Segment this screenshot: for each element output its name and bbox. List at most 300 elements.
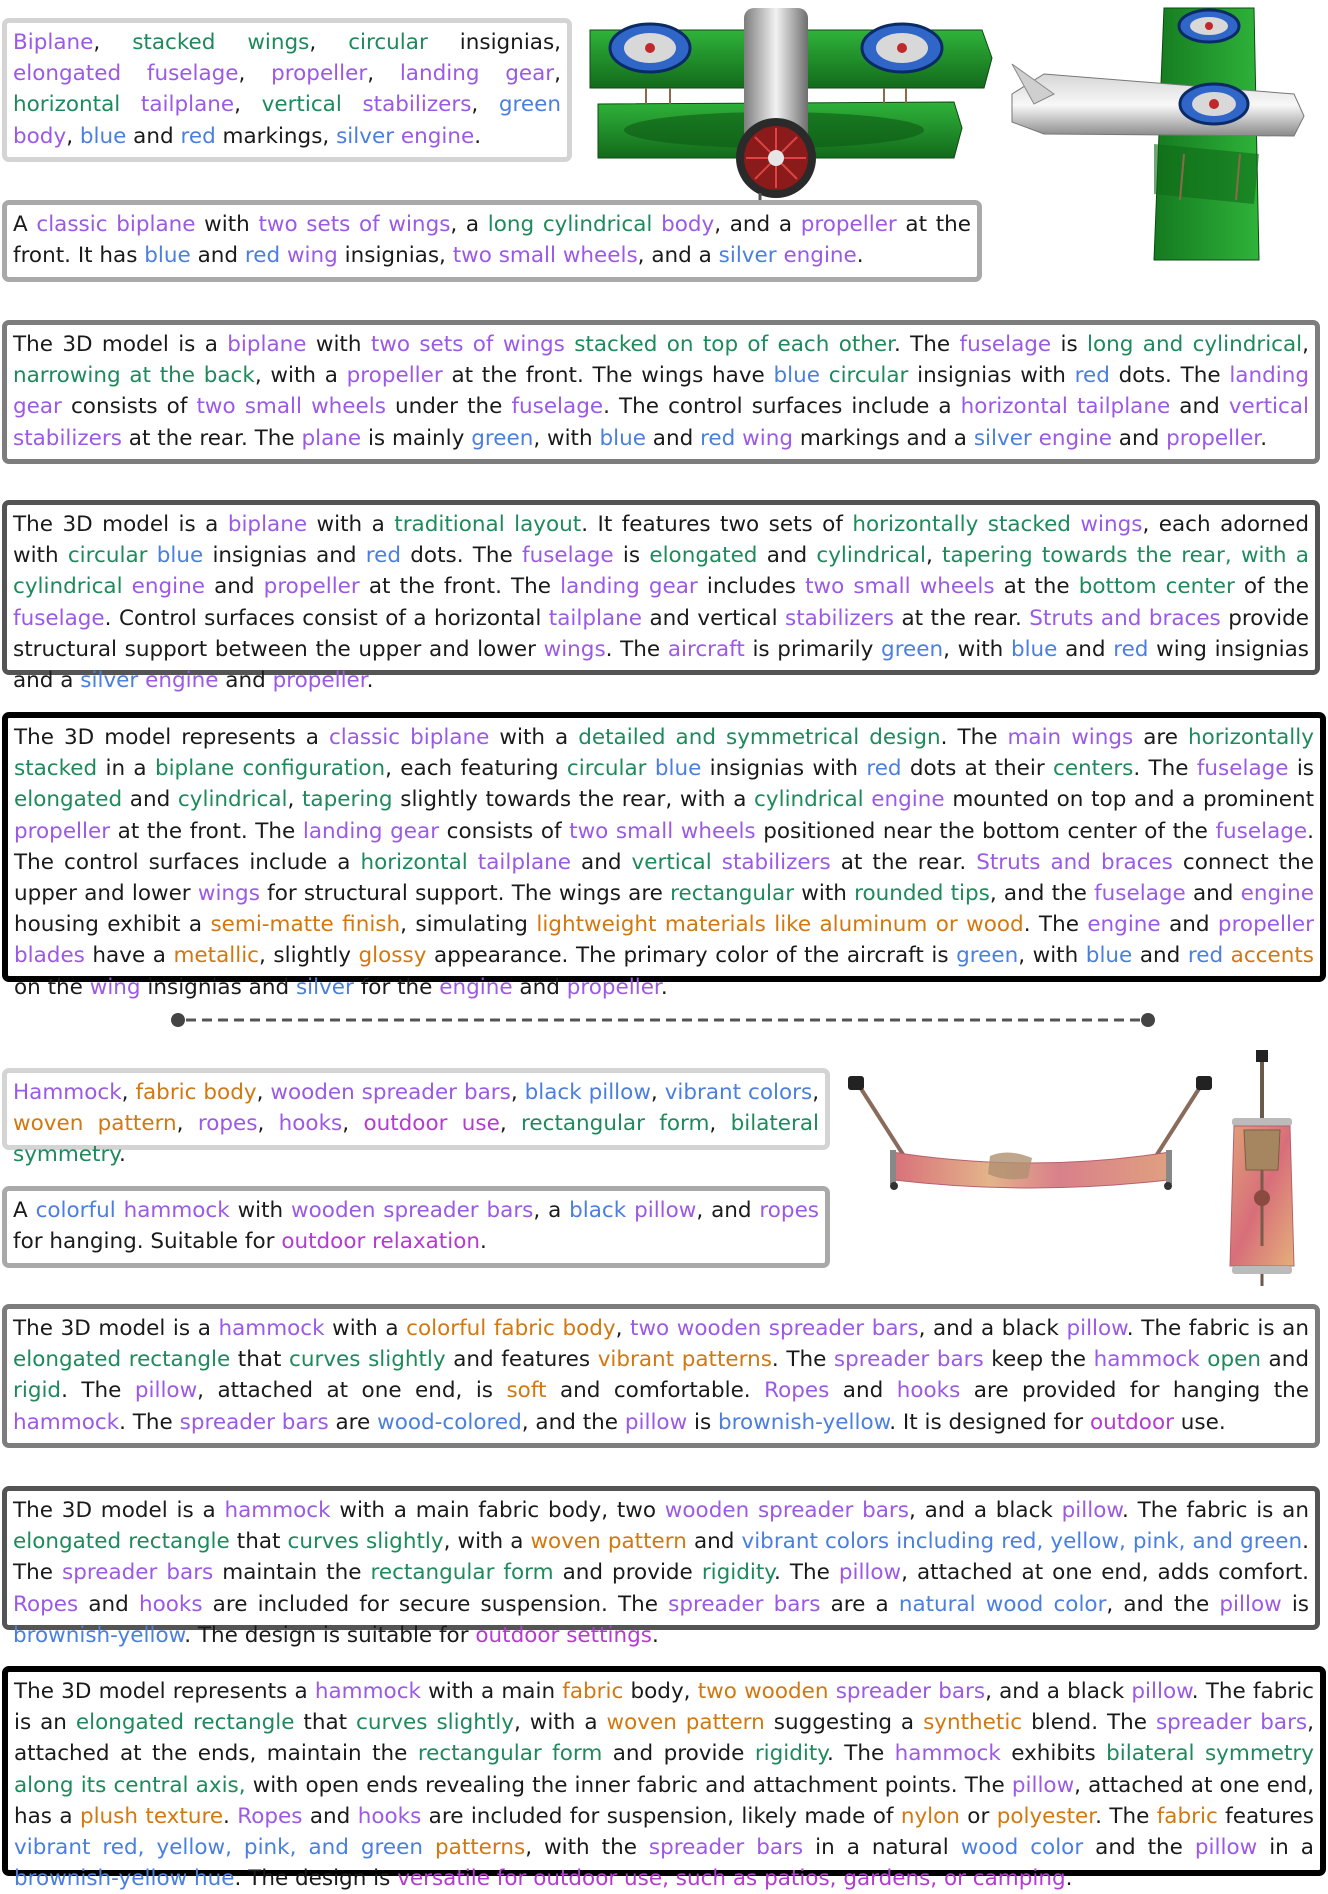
insignia-right xyxy=(862,24,942,72)
highlighted-term: circular xyxy=(67,543,148,569)
caption-text: are included for secure suspension. The xyxy=(202,1591,669,1617)
caption-text: on the xyxy=(14,974,90,1000)
highlighted-term: open xyxy=(1207,1347,1261,1373)
highlighted-term: detailed and symmetrical design xyxy=(578,725,941,750)
highlighted-term: fuselage xyxy=(13,605,105,631)
highlighted-term: spreader bars xyxy=(1155,1710,1308,1736)
hammock-caption-level-4 xyxy=(2,1486,1320,1648)
caption-text: are xyxy=(1133,725,1189,750)
highlighted-term: engine xyxy=(783,243,857,269)
caption-text: features xyxy=(1217,1803,1314,1829)
caption-text: , xyxy=(93,30,133,55)
highlighted-term: accents xyxy=(1230,943,1314,969)
highlighted-term: propeller xyxy=(272,668,367,694)
caption-text: The 3D model is a xyxy=(13,1498,225,1523)
hammock-caption-level-2 xyxy=(2,1186,830,1268)
highlighted-term: silver xyxy=(295,974,354,1000)
highlighted-term: vibrant colors including red, yellow, pink, and green xyxy=(741,1529,1303,1555)
highlighted-term: pillow xyxy=(1219,1591,1282,1617)
highlighted-term: green xyxy=(471,425,534,451)
caption-text xyxy=(1032,426,1039,451)
highlighted-term: two sets of wings xyxy=(370,332,565,357)
highlighted-term: elongated rectangle xyxy=(13,1347,231,1373)
caption-text: . The xyxy=(13,1529,1309,1586)
highlighted-term: elongated fuselage xyxy=(13,61,239,87)
caption-text xyxy=(280,243,287,268)
highlighted-term: engine xyxy=(145,668,219,694)
highlighted-term: wood color xyxy=(960,1835,1084,1861)
highlighted-term: body xyxy=(661,212,715,237)
caption-text: , xyxy=(234,92,262,118)
caption-text: , xyxy=(510,1080,525,1105)
highlighted-term: Ropes xyxy=(13,1591,79,1617)
highlighted-term: aircraft xyxy=(667,636,745,662)
highlighted-term: plush texture xyxy=(79,1803,224,1829)
caption-text: , xyxy=(709,1111,731,1137)
caption-text: . xyxy=(651,1622,659,1648)
highlighted-term: hammock xyxy=(314,1679,421,1704)
caption-text: dots. The xyxy=(1109,363,1230,389)
highlighted-term: lightweight materials like aluminum or wood xyxy=(536,912,1024,938)
highlighted-term: woven pattern xyxy=(13,1111,177,1137)
highlighted-term: classic biplane xyxy=(36,212,196,237)
highlighted-term: wood-colored xyxy=(377,1409,522,1435)
biplane-top-render xyxy=(1004,4,1324,260)
highlighted-term: two wooden spreader bars xyxy=(630,1316,919,1341)
caption-text xyxy=(147,543,156,568)
highlighted-term: propeller xyxy=(263,574,360,600)
caption-text: . The fabric is an xyxy=(1122,1498,1309,1523)
highlighted-term: landing gear xyxy=(302,818,440,844)
caption-text: is primarily xyxy=(744,636,882,662)
highlighted-term: fabric body xyxy=(135,1080,257,1105)
caption-text: . The fabric is an xyxy=(1126,1316,1309,1341)
caption-text xyxy=(123,574,132,599)
caption-text: , xyxy=(342,1111,364,1137)
caption-text: and xyxy=(122,787,178,813)
caption-text: . xyxy=(480,1229,487,1255)
highlighted-term: brownish-yellow xyxy=(718,1409,890,1435)
highlighted-term: ropes xyxy=(759,1198,820,1223)
caption-text: markings, xyxy=(215,123,337,149)
caption-text: and xyxy=(190,243,245,269)
caption-text: , attached at the ends, maintain the xyxy=(14,1710,1314,1767)
highlighted-term: stacked on top of each other xyxy=(574,332,894,357)
caption-text: and features xyxy=(445,1347,598,1373)
caption-text: have a xyxy=(84,943,174,969)
caption-text: . The xyxy=(771,1347,834,1373)
highlighted-term: hammock xyxy=(218,1316,325,1341)
caption-text: or xyxy=(959,1803,997,1829)
caption-text: slightly towards the rear, with a xyxy=(392,787,755,813)
caption-text: provide structural support between the upper and lower xyxy=(13,605,1309,662)
caption-text: . The control surfaces include a xyxy=(14,818,1314,875)
insignia-left xyxy=(610,24,690,72)
caption-text: . The xyxy=(1095,1803,1157,1829)
highlighted-term: blue xyxy=(79,123,127,149)
highlighted-term: red xyxy=(244,243,281,269)
highlighted-term: fuselage xyxy=(959,332,1052,357)
caption-text: , with a xyxy=(254,363,347,389)
caption-text: The 3D model is a xyxy=(13,332,228,357)
highlighted-term: outdoor relaxation xyxy=(281,1229,480,1255)
caption-text xyxy=(626,1198,634,1223)
highlighted-term: red xyxy=(1187,943,1224,969)
highlighted-term: colorful fabric body xyxy=(406,1316,616,1341)
caption-text: and provide xyxy=(553,1560,702,1586)
caption-text: . It features two sets of xyxy=(581,512,853,537)
caption-text: . The xyxy=(894,332,960,357)
caption-text: , xyxy=(238,61,272,87)
highlighted-term: propeller blades xyxy=(14,912,1314,969)
caption-text: with a xyxy=(489,725,579,750)
highlighted-term: silver xyxy=(718,243,777,269)
caption-text: , xyxy=(121,1080,136,1105)
highlighted-term: pillow xyxy=(838,1560,902,1586)
caption-text: for hanging. Suitable for xyxy=(13,1229,282,1255)
caption-text xyxy=(820,363,829,388)
caption-text: , with a xyxy=(514,1710,607,1736)
highlighted-term: main wings xyxy=(1007,725,1134,750)
highlighted-term: wings xyxy=(543,636,606,662)
hammock-top-render xyxy=(1222,1046,1302,1286)
caption-text: , with xyxy=(1018,943,1086,969)
caption-text: at the front. The xyxy=(110,818,303,844)
caption-text xyxy=(394,124,401,149)
caption-text: , xyxy=(1302,332,1309,357)
highlighted-term: rectangular form xyxy=(370,1560,554,1586)
highlighted-term: landing gear xyxy=(13,363,1309,420)
highlighted-term: pillow xyxy=(1011,1772,1075,1798)
biplane-caption-level-5 xyxy=(2,712,1326,1000)
highlighted-term: traditional layout xyxy=(394,512,582,537)
highlighted-term: cylindrical xyxy=(177,787,288,813)
highlighted-term: wing xyxy=(286,243,338,269)
caption-text: wing insignias and a xyxy=(13,636,1310,694)
caption-text: use. xyxy=(1173,1409,1226,1435)
highlighted-term: green xyxy=(498,92,562,118)
highlighted-term: Ropes xyxy=(764,1378,830,1404)
caption-text: consists of xyxy=(439,818,570,844)
caption-text: insignias and xyxy=(203,543,366,569)
highlighted-term: horizontally stacked xyxy=(852,512,1071,537)
caption-text: The 3D model is a xyxy=(13,512,228,537)
caption-text: dots. The xyxy=(401,543,523,569)
highlighted-term: engine xyxy=(439,974,513,1000)
highlighted-term: tailplane xyxy=(477,849,571,875)
caption-text: . xyxy=(1260,425,1268,451)
caption-text: A xyxy=(13,1198,36,1223)
highlighted-term: pillow xyxy=(1131,1679,1192,1704)
highlighted-term: propeller xyxy=(271,61,368,87)
caption-text xyxy=(116,1198,124,1223)
caption-text: and xyxy=(829,1378,897,1404)
caption-text: , each featuring xyxy=(385,756,567,782)
caption-text: and xyxy=(1260,1347,1309,1373)
caption-text: at the front. The wings have xyxy=(442,363,774,389)
caption-text: , xyxy=(471,92,499,118)
caption-text: The 3D model is a xyxy=(13,1316,219,1341)
highlighted-term: engine xyxy=(1240,881,1314,907)
highlighted-term: curves slightly xyxy=(287,1529,444,1555)
highlighted-term: biplane configuration xyxy=(154,756,386,782)
caption-text: . xyxy=(660,974,668,1000)
highlighted-term: tapering towards the rear, with a cylindrical xyxy=(13,543,1309,600)
highlighted-term: cylindrical xyxy=(754,787,864,813)
caption-text: , xyxy=(256,1080,271,1105)
highlighted-term: spreader bars xyxy=(179,1409,329,1435)
caption-text: at the xyxy=(994,574,1079,600)
highlighted-term: elongated rectangle xyxy=(75,1710,295,1736)
caption-text: of the xyxy=(1234,574,1309,600)
highlighted-term: engine xyxy=(871,787,945,813)
caption-text: at the front. It has xyxy=(13,212,971,269)
highlighted-term: bilateral symmetry along its central axis, xyxy=(14,1741,1314,1798)
caption-text: blend. The xyxy=(1022,1710,1156,1736)
highlighted-term: Struts and braces xyxy=(1029,605,1221,631)
highlighted-term: silver xyxy=(973,425,1032,451)
highlighted-term: stabilizers xyxy=(721,849,831,875)
highlighted-term: rectangular form xyxy=(521,1111,710,1137)
caption-text: . The xyxy=(61,1378,135,1404)
caption-text: . The design is suitable for xyxy=(184,1622,476,1648)
caption-text: , and the xyxy=(521,1409,625,1435)
highlighted-term: landing gear xyxy=(399,61,555,87)
caption-text: with xyxy=(229,1198,292,1223)
highlighted-term: hammock xyxy=(1093,1347,1200,1373)
caption-text: with a xyxy=(307,512,395,537)
highlighted-term: pillow xyxy=(1061,1498,1122,1523)
caption-text: are xyxy=(328,1409,378,1435)
highlighted-term: polyester xyxy=(996,1803,1096,1829)
caption-text: . The control surfaces include a xyxy=(603,394,961,420)
highlighted-term: wooden spreader bars xyxy=(291,1198,534,1223)
caption-text: with open ends revealing the inner fabric and attachment points. The xyxy=(245,1772,1012,1798)
caption-text: with a main xyxy=(420,1679,563,1704)
highlighted-term: rectangular form xyxy=(417,1741,603,1767)
highlighted-term: blue xyxy=(599,425,646,451)
highlighted-term: outdoor xyxy=(1089,1409,1174,1435)
highlighted-term: two small wheels xyxy=(452,243,638,269)
highlighted-term: semi-matte finish xyxy=(210,912,401,938)
highlighted-term: body xyxy=(13,123,67,149)
biplane-caption-level-1 xyxy=(2,18,572,162)
caption-text: that xyxy=(229,1529,288,1555)
highlighted-term: vibrant red, yellow, pink, and green xyxy=(14,1835,423,1861)
caption-text: is xyxy=(613,543,650,569)
caption-text: are a xyxy=(820,1591,899,1617)
highlighted-term: biplane xyxy=(227,332,307,357)
caption-text: and xyxy=(1160,912,1218,938)
caption-text: , and the xyxy=(1106,1591,1220,1617)
caption-text: and xyxy=(126,123,181,149)
caption-text: , and a xyxy=(714,212,801,237)
highlighted-term: metallic xyxy=(173,943,260,969)
highlighted-term: hooks xyxy=(138,1591,203,1617)
highlighted-term: rounded tips xyxy=(854,881,990,907)
caption-text xyxy=(565,332,574,357)
highlighted-term: bottom center xyxy=(1078,574,1235,600)
caption-text xyxy=(652,212,661,237)
highlighted-term: vibrant colors xyxy=(664,1080,813,1105)
highlighted-term: narrowing at the back xyxy=(13,363,255,389)
caption-text: and xyxy=(1132,943,1188,969)
highlighted-term: silver xyxy=(336,123,395,149)
caption-text: is xyxy=(687,1409,718,1435)
caption-text: , xyxy=(499,1111,522,1137)
caption-text xyxy=(647,756,655,781)
caption-text: . The xyxy=(826,1741,895,1767)
highlighted-term: ropes xyxy=(197,1111,258,1137)
caption-text: . The xyxy=(119,1409,180,1435)
caption-text: that xyxy=(230,1347,290,1373)
caption-text xyxy=(423,1835,435,1860)
highlighted-term: two sets of wings xyxy=(258,212,451,237)
caption-text: . xyxy=(118,1142,126,1168)
highlighted-term: hammock xyxy=(13,1409,120,1435)
highlighted-term: hooks xyxy=(896,1378,961,1404)
caption-text: under the xyxy=(385,394,512,420)
caption-text: , a xyxy=(533,1198,570,1223)
hammock-caption-level-3 xyxy=(2,1304,1320,1448)
caption-text: and xyxy=(570,849,632,875)
caption-text: , each adorned with xyxy=(13,512,1310,569)
caption-text: . xyxy=(474,123,482,149)
highlighted-term: spreader bars xyxy=(648,1835,804,1861)
highlighted-term: fuselage xyxy=(1196,756,1289,782)
highlighted-term: hooks xyxy=(357,1803,422,1829)
highlighted-term: propeller xyxy=(1166,425,1261,451)
highlighted-term: elongated xyxy=(649,543,758,569)
caption-text: and vertical xyxy=(641,605,786,631)
highlighted-term: blue xyxy=(144,243,191,269)
highlighted-term: red xyxy=(1113,636,1149,662)
caption-text: and comfortable. xyxy=(546,1378,765,1404)
highlighted-term: wings xyxy=(1080,512,1143,537)
hammock-side-render xyxy=(840,1070,1220,1190)
caption-text: with xyxy=(195,212,259,237)
highlighted-term: Hammock xyxy=(13,1080,122,1105)
caption-text: , and a black xyxy=(908,1498,1062,1523)
caption-text: connect the upper and lower xyxy=(14,849,1314,907)
section-divider xyxy=(170,1012,1156,1028)
highlighted-term: colorful xyxy=(35,1198,116,1223)
highlighted-term: stacked wings xyxy=(132,30,310,55)
caption-text: and xyxy=(512,974,567,1000)
caption-text: and xyxy=(686,1529,742,1555)
caption-text: , xyxy=(287,787,302,813)
highlighted-term: blue xyxy=(1010,636,1058,662)
caption-text: , xyxy=(367,61,400,87)
caption-text xyxy=(468,850,478,875)
highlighted-term: bilateral symmetry xyxy=(13,1111,820,1168)
caption-text: appearance. The primary color of the aircraft is xyxy=(426,943,957,969)
highlighted-term: landing gear xyxy=(560,574,698,600)
caption-text: are included for suspension, likely made of xyxy=(421,1803,901,1829)
highlighted-term: spreader bars xyxy=(833,1347,984,1373)
caption-text: , xyxy=(615,1316,631,1341)
caption-text: and xyxy=(1057,636,1114,662)
caption-text: mounted on top and a prominent xyxy=(944,787,1314,813)
biplane-front-render xyxy=(584,8,994,200)
caption-text: , and a black xyxy=(918,1316,1067,1341)
caption-text: . xyxy=(856,243,864,269)
highlighted-term: wing xyxy=(89,974,141,1000)
highlighted-term: red xyxy=(1074,363,1110,389)
highlighted-term: cylindrical xyxy=(816,543,926,569)
highlighted-term: pillow xyxy=(634,1198,697,1223)
caption-text: and xyxy=(1170,394,1229,420)
biplane-caption-level-3 xyxy=(2,320,1320,464)
highlighted-term: hammock xyxy=(123,1198,230,1223)
caption-text: and xyxy=(218,668,273,694)
highlighted-term: red xyxy=(180,123,216,149)
highlighted-term: spreader bars xyxy=(835,1679,986,1704)
highlighted-term: soft xyxy=(506,1378,547,1404)
caption-text: and xyxy=(645,425,701,451)
caption-text: maintain the xyxy=(213,1560,371,1586)
highlighted-term: woven pattern xyxy=(606,1710,765,1736)
caption-text: insignias, xyxy=(337,243,453,269)
biplane-caption-level-4 xyxy=(2,500,1320,694)
caption-text: , and the xyxy=(989,881,1095,907)
caption-text: positioned near the bottom center of the xyxy=(755,818,1216,844)
caption-text: with a main fabric body, two xyxy=(330,1498,665,1523)
caption-text: , xyxy=(309,30,349,55)
caption-text: . xyxy=(1065,1866,1073,1892)
highlighted-term: fuselage xyxy=(1215,818,1308,844)
highlighted-term: propeller xyxy=(346,363,443,389)
biplane-caption-level-2 xyxy=(2,200,982,282)
caption-text: keep the xyxy=(983,1347,1094,1373)
highlighted-term: fuselage xyxy=(511,394,604,420)
highlighted-term: blue xyxy=(654,756,702,782)
highlighted-term: hammock xyxy=(894,1741,1001,1767)
caption-text: with xyxy=(794,881,855,907)
highlighted-term: stabilizers xyxy=(362,92,472,118)
caption-text: , attached at one end, is xyxy=(197,1378,507,1404)
highlighted-term: blue xyxy=(156,543,204,569)
caption-text: is mainly xyxy=(361,425,472,451)
caption-text: , xyxy=(554,61,561,87)
highlighted-term: engine xyxy=(1087,912,1161,938)
highlighted-term: black xyxy=(569,1198,627,1223)
caption-text: , xyxy=(66,123,80,149)
hammock-caption-level-5 xyxy=(2,1666,1326,1892)
caption-text: exhibits xyxy=(1000,1741,1107,1767)
caption-text xyxy=(712,850,722,875)
highlighted-term: hooks xyxy=(278,1111,343,1137)
caption-text: . xyxy=(223,1803,238,1829)
highlighted-term: synthetic xyxy=(923,1710,1023,1736)
caption-text: . The xyxy=(1023,912,1088,938)
highlighted-term: Struts and braces xyxy=(976,849,1173,875)
caption-text xyxy=(1071,512,1080,537)
highlighted-term: elongated xyxy=(14,787,123,813)
highlighted-term: Ropes xyxy=(237,1803,303,1829)
caption-text xyxy=(828,1679,835,1704)
highlighted-term: nylon xyxy=(900,1803,960,1829)
caption-text: , and a black xyxy=(985,1679,1132,1704)
caption-text: , xyxy=(925,543,943,569)
caption-text: . The xyxy=(1133,756,1197,782)
caption-text: , with the xyxy=(525,1835,649,1861)
highlighted-term: elongated rectangle xyxy=(13,1529,230,1555)
highlighted-term: vertical xyxy=(261,92,342,118)
caption-text: consists of xyxy=(61,394,197,420)
caption-text: at the front. The xyxy=(359,574,561,600)
highlighted-term: engine xyxy=(400,123,475,149)
